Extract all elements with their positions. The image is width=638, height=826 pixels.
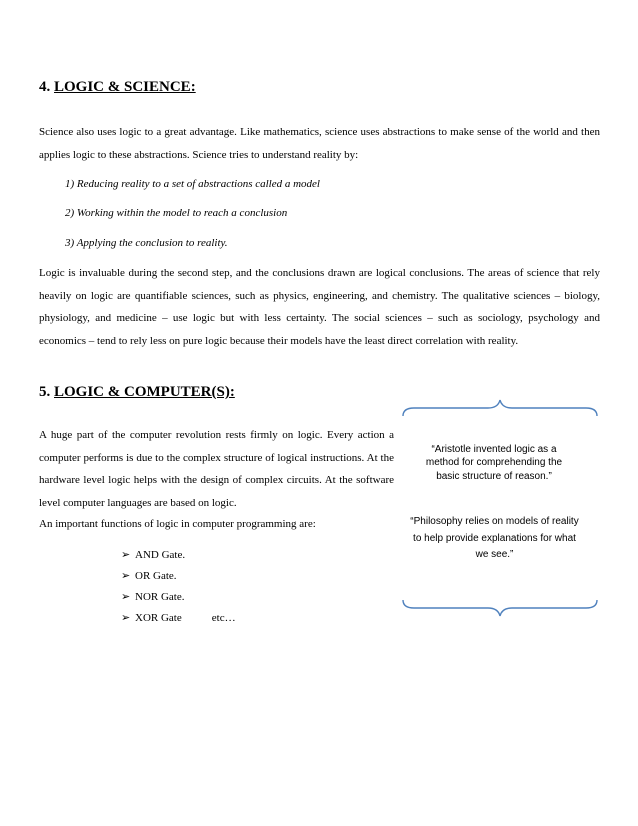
arrowhead-bullet-icon: ➢ [121, 591, 131, 603]
sidebar-quote-2: “Philosophy relies on models of reality to help provide explanations for what we see.” [410, 516, 579, 561]
list-item [121, 569, 177, 583]
list-item-label: XOR Gate [135, 612, 182, 624]
step-item: 3) Applying the conclusion to reality. [65, 237, 228, 249]
curly-brace-icon [400, 598, 600, 618]
list-item [121, 590, 185, 604]
list-item [121, 611, 236, 625]
section4-body: Logic is invaluable during the second step, and the conclusions drawn are logical conclusions. The areas of science that rely heavily on logic are quantifiable sciences, such as physics, engineering, and chemistry. The qualitative sciences – biology, physiology, and medicine – use logic but with less certainty. The social sciences – such as sociology, psychology and economics – tend to rely less on pure logic because their models have the least direct correlation with reality. [39, 267, 600, 347]
curly-brace-icon [400, 398, 600, 418]
section4-title: LOGIC & SCIENCE: [54, 79, 196, 95]
section4-intro: Science also uses logic to a great advantage. Like mathematics, science uses abstractions to make sense of the world and then applies logic to these abstractions. Science tries to understand reality by: [39, 126, 600, 161]
section5-list-intro: An important functions of logic in computer programming are: [39, 518, 316, 530]
sidebar-quote-1: “Aristotle invented logic as a method for comprehending the basic structure of reason.” [425, 444, 563, 482]
section5-body: A huge part of the computer revolution rests firmly on logic. Every action a computer performs is due to the complex structure of logical instructions. At the hardware level logic helps with the design of complex circuits. At the software level computer languages are based on logic. [39, 429, 394, 509]
section5-title: LOGIC & COMPUTER(S): [54, 384, 235, 400]
section5-heading [39, 383, 235, 401]
section4-heading [39, 78, 196, 96]
section4-number: 4. [39, 79, 51, 95]
arrowhead-bullet-icon: ➢ [121, 570, 131, 582]
step-item: 1) Reducing reality to a set of abstractions called a model [65, 178, 320, 190]
etc-label: etc… [211, 612, 236, 624]
list-item-label: AND Gate. [135, 549, 186, 561]
section5-number: 5. [39, 384, 51, 400]
list-item [121, 548, 185, 562]
list-item-label: OR Gate. [135, 570, 177, 582]
arrowhead-bullet-icon: ➢ [121, 612, 131, 624]
arrowhead-bullet-icon: ➢ [121, 549, 131, 561]
list-item-label: NOR Gate. [135, 591, 185, 603]
step-item: 2) Working within the model to reach a conclusion [65, 207, 288, 219]
